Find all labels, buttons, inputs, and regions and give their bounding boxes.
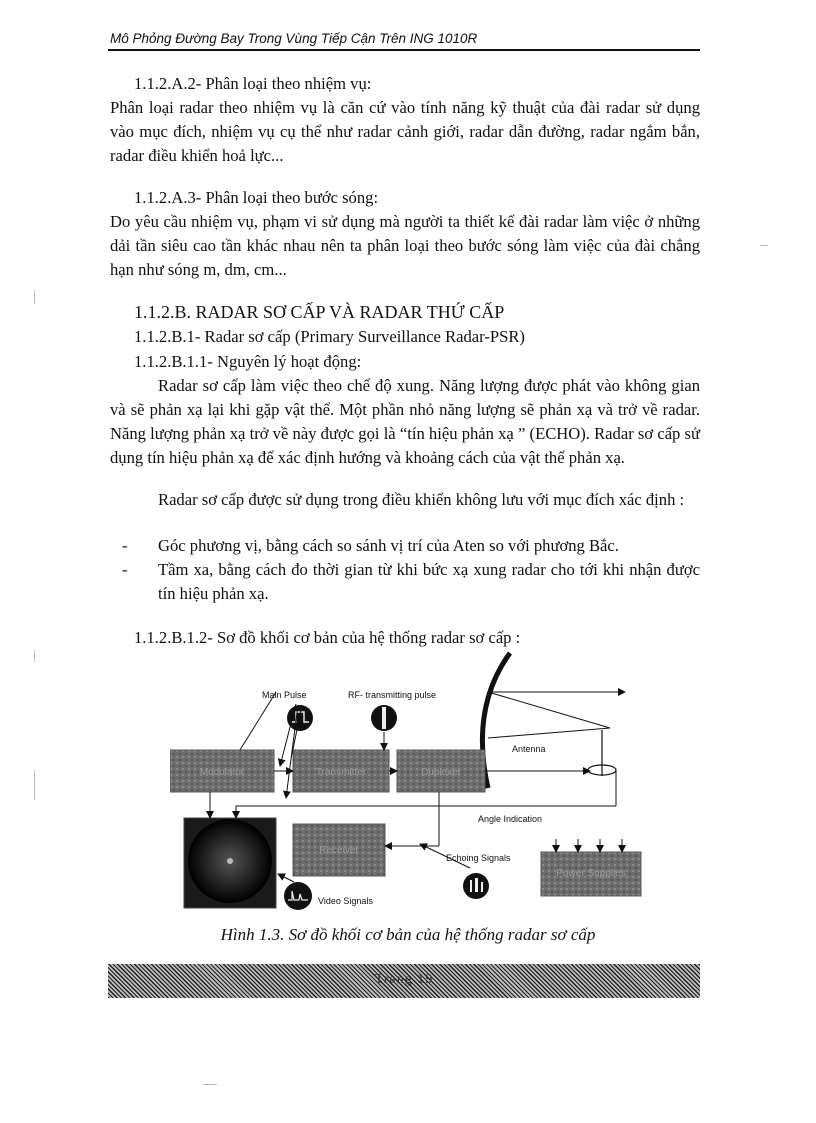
heading-b11: 1.1.2.B.1.1- Nguyên lý hoạt động: [134, 352, 362, 371]
heading-a3: 1.1.2.A.3- Phân loại theo bước sóng: [134, 188, 379, 207]
page-number: Trang 19 [374, 972, 434, 987]
duplexer-label: Duplexer [420, 767, 462, 778]
modulator-label: Modulator [199, 767, 245, 778]
scan-mark [203, 1084, 217, 1085]
paragraph-b11-1: Radar sơ cấp làm việc theo chế độ xung. Năng lượng được phát vào không gian và sẽ phản xạ lại khi gặp vật thể. Một phần nhỏ năng lượng sẽ phản xạ và trở về radar. Năng lượng phản xạ trở về này được gọi là “tín hiệu phản xạ ” (ECHO). Radar sơ cấp sử dụng tín hiệu phản xạ để xác định hướng và khoảng cách của vật thể phản xạ. [110, 376, 700, 467]
figure-caption: Hình 1.3. Sơ đồ khối cơ bản của hệ thống radar sơ cấp [220, 925, 596, 944]
scan-mark [34, 290, 35, 304]
list-item: - Góc phương vị, bằng cách so sánh vị trí của Aten so với phương Bắc. [122, 536, 619, 555]
scan-mark [34, 650, 35, 662]
video-signal-icon [284, 882, 312, 910]
power-supplies-label: Power Supplies [556, 868, 626, 879]
bullet-list [110, 534, 700, 606]
main-pulse-icon [287, 705, 313, 731]
footer-bar [108, 964, 700, 998]
video-label: Video Signals [318, 896, 373, 906]
scan-mark [34, 770, 35, 800]
paragraph-a3: Do yêu cầu nhiệm vụ, phạm vi sử dụng mà người ta thiết kế đài radar làm việc ở những dải tần siêu cao tần khác nhau nên ta phân loại theo bước sóng làm việc của đài chẳng hạn như sóng m, dm, cm... [110, 212, 700, 279]
header-rule [108, 49, 700, 51]
heading-b: 1.1.2.B. RADAR SƠ CẤP VÀ RADAR THỨ CẤP [134, 302, 505, 322]
heading-b1: 1.1.2.B.1- Radar sơ cấp (Primary Surveillance Radar-PSR) [134, 327, 525, 346]
radar-block-diagram [170, 648, 650, 918]
antenna-feed [488, 728, 610, 738]
paragraph-b11-2: Radar sơ cấp được sử dụng trong điều khiển không lưu với mục đích xác định : [158, 490, 685, 509]
heading-a2: 1.1.2.A.2- Phân loại theo nhiệm vụ: [134, 74, 372, 93]
page-header-title: Mô Phỏng Đường Bay Trong Vùng Tiếp Cận Trên ING 1010R [110, 31, 478, 46]
antenna-dish [482, 653, 510, 788]
heading-b12: 1.1.2.B.1.2- Sơ đồ khối cơ bản của hệ thống radar sơ cấp : [134, 628, 521, 647]
receiver-label: Receiver [319, 845, 359, 856]
antenna-beam-lower [488, 692, 610, 728]
angle-label: Angle Indication [478, 814, 543, 824]
list-item: - Tầm xa, bằng cách đo thời gian từ khi bức xạ xung radar cho tới khi nhận được tín hiệu phản xạ. [122, 560, 700, 603]
main-pulse-label: Main Pulse [262, 690, 307, 700]
list-item-text: Tầm xa, bằng cách đo thời gian từ khi bức xạ xung radar cho tới khi nhận được tín hiệu phản xạ. [158, 560, 700, 603]
paragraph-a2: Phân loại radar theo nhiệm vụ là căn cứ vào tính năng kỹ thuật của đài radar sử dụng vào mục đích, nhiệm vụ cụ thể như radar cảnh giới, radar dẫn đường, radar ngắm bắn, radar điều khiển hoả lực... [110, 98, 700, 165]
list-item-text: Góc phương vị, bằng cách so sánh vị trí của Aten so với phương Bắc. [158, 536, 619, 555]
antenna-label: Antenna [512, 744, 546, 754]
transmitter-label: Transmitter [315, 767, 367, 778]
rf-pulse-label: RF- transmitting pulse [348, 690, 437, 700]
echo-label: Echoing Signals [446, 853, 511, 863]
scan-mark [760, 245, 768, 246]
